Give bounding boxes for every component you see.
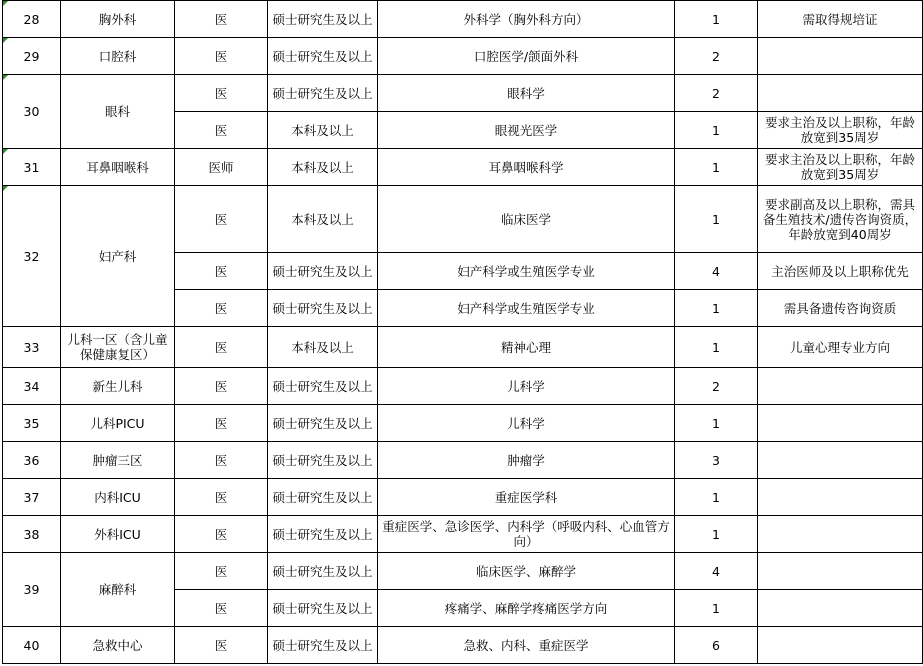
requirement-cell (758, 627, 923, 664)
education-cell: 本科及以上 (268, 112, 378, 149)
count-cell: 1 (675, 590, 758, 627)
table-row (3, 516, 923, 553)
department-cell: 儿科PICU (61, 405, 175, 442)
major-cell: 妇产科学或生殖医学专业 (378, 253, 675, 290)
position-cell: 医 (175, 516, 268, 553)
education-cell: 硕士研究生及以上 (268, 590, 378, 627)
count-cell: 1 (675, 1, 758, 38)
major-cell: 儿科学 (378, 405, 675, 442)
major-cell: 重症医学科 (378, 479, 675, 516)
department-cell: 眼科 (61, 75, 175, 149)
row-number: 34 (3, 368, 61, 405)
table-row (3, 38, 923, 75)
position-cell: 医 (175, 1, 268, 38)
table-row (3, 327, 923, 368)
education-cell: 硕士研究生及以上 (268, 405, 378, 442)
position-cell: 医 (175, 442, 268, 479)
requirement-cell (758, 442, 923, 479)
position-cell: 医 (175, 75, 268, 112)
table-row (3, 627, 923, 664)
department-cell: 儿科一区（含儿童保健康复区） (61, 327, 175, 368)
requirement-cell (758, 405, 923, 442)
major-cell: 耳鼻咽喉科学 (378, 149, 675, 186)
position-cell: 医 (175, 479, 268, 516)
requirement-cell (758, 516, 923, 553)
count-cell: 2 (675, 75, 758, 112)
row-number: 33 (3, 327, 61, 368)
row-number: 35 (3, 405, 61, 442)
table-row (3, 479, 923, 516)
table-row (3, 553, 923, 590)
position-cell: 医 (175, 290, 268, 327)
major-cell: 临床医学、麻醉学 (378, 553, 675, 590)
count-cell: 1 (675, 112, 758, 149)
position-cell: 医师 (175, 149, 268, 186)
education-cell: 本科及以上 (268, 327, 378, 368)
position-cell: 医 (175, 590, 268, 627)
department-cell: 外科ICU (61, 516, 175, 553)
count-cell: 2 (675, 368, 758, 405)
row-number: 38 (3, 516, 61, 553)
count-cell: 4 (675, 253, 758, 290)
table-row (3, 75, 923, 112)
major-cell: 重症医学、急诊医学、内科学（呼吸内科、心血管方向） (378, 516, 675, 553)
department-cell: 耳鼻咽喉科 (61, 149, 175, 186)
department-cell: 妇产科 (61, 186, 175, 327)
education-cell: 硕士研究生及以上 (268, 253, 378, 290)
department-cell: 口腔科 (61, 38, 175, 75)
education-cell: 硕士研究生及以上 (268, 516, 378, 553)
major-cell: 临床医学 (378, 186, 675, 253)
position-cell: 医 (175, 553, 268, 590)
requirement-cell: 儿童心理专业方向 (758, 327, 923, 368)
education-cell: 硕士研究生及以上 (268, 627, 378, 664)
row-number: 37 (3, 479, 61, 516)
count-cell: 1 (675, 405, 758, 442)
major-cell: 口腔医学/颌面外科 (378, 38, 675, 75)
education-cell: 硕士研究生及以上 (268, 479, 378, 516)
row-number: 31 (3, 149, 61, 186)
education-cell: 本科及以上 (268, 149, 378, 186)
major-cell: 眼科学 (378, 75, 675, 112)
count-cell: 1 (675, 290, 758, 327)
row-number: 40 (3, 627, 61, 664)
count-cell: 6 (675, 627, 758, 664)
requirement-cell: 要求副高及以上职称，需具备生殖技术/遗传咨询资质，年龄放宽到40周岁 (758, 186, 923, 253)
count-cell: 1 (675, 149, 758, 186)
row-number: 29 (3, 38, 61, 75)
requirement-cell: 需具备遗传咨询资质 (758, 290, 923, 327)
position-cell: 医 (175, 186, 268, 253)
count-cell: 1 (675, 327, 758, 368)
major-cell: 儿科学 (378, 368, 675, 405)
department-cell: 内科ICU (61, 479, 175, 516)
count-cell: 4 (675, 553, 758, 590)
requirement-cell (758, 38, 923, 75)
row-number: 28 (3, 1, 61, 38)
major-cell: 肿瘤学 (378, 442, 675, 479)
requirement-cell: 要求主治及以上职称，年龄放宽到35周岁 (758, 149, 923, 186)
row-number: 39 (3, 553, 61, 627)
row-number: 32 (3, 186, 61, 327)
position-cell: 医 (175, 368, 268, 405)
education-cell: 硕士研究生及以上 (268, 368, 378, 405)
table-row (3, 442, 923, 479)
major-cell: 妇产科学或生殖医学专业 (378, 290, 675, 327)
position-cell: 医 (175, 327, 268, 368)
position-cell: 医 (175, 405, 268, 442)
education-cell: 硕士研究生及以上 (268, 38, 378, 75)
position-cell: 医 (175, 112, 268, 149)
major-cell: 外科学（胸外科方向） (378, 1, 675, 38)
department-cell: 急救中心 (61, 627, 175, 664)
row-number: 30 (3, 75, 61, 149)
count-cell: 1 (675, 516, 758, 553)
table-row (3, 149, 923, 186)
requirement-cell (758, 590, 923, 627)
table-row (3, 405, 923, 442)
position-cell: 医 (175, 38, 268, 75)
requirement-cell (758, 553, 923, 590)
education-cell: 硕士研究生及以上 (268, 442, 378, 479)
table-row (3, 186, 923, 253)
count-cell: 3 (675, 442, 758, 479)
education-cell: 硕士研究生及以上 (268, 553, 378, 590)
requirement-cell: 主治医师及以上职称优先 (758, 253, 923, 290)
education-cell: 本科及以上 (268, 186, 378, 253)
requirement-cell (758, 75, 923, 112)
education-cell: 硕士研究生及以上 (268, 75, 378, 112)
recruitment-table (2, 0, 923, 664)
requirement-cell: 要求主治及以上职称，年龄放宽到35周岁 (758, 112, 923, 149)
department-cell: 肿瘤三区 (61, 442, 175, 479)
major-cell: 精神心理 (378, 327, 675, 368)
table-row (3, 1, 923, 38)
education-cell: 硕士研究生及以上 (268, 1, 378, 38)
position-cell: 医 (175, 627, 268, 664)
requirement-cell: 需取得规培证 (758, 1, 923, 38)
education-cell: 硕士研究生及以上 (268, 290, 378, 327)
major-cell: 疼痛学、麻醉学疼痛医学方向 (378, 590, 675, 627)
row-number: 36 (3, 442, 61, 479)
count-cell: 1 (675, 186, 758, 253)
requirement-cell (758, 368, 923, 405)
department-cell: 麻醉科 (61, 553, 175, 627)
position-cell: 医 (175, 253, 268, 290)
department-cell: 新生儿科 (61, 368, 175, 405)
count-cell: 1 (675, 479, 758, 516)
table-row (3, 368, 923, 405)
major-cell: 眼视光医学 (378, 112, 675, 149)
requirement-cell (758, 479, 923, 516)
major-cell: 急救、内科、重症医学 (378, 627, 675, 664)
department-cell: 胸外科 (61, 1, 175, 38)
count-cell: 2 (675, 38, 758, 75)
